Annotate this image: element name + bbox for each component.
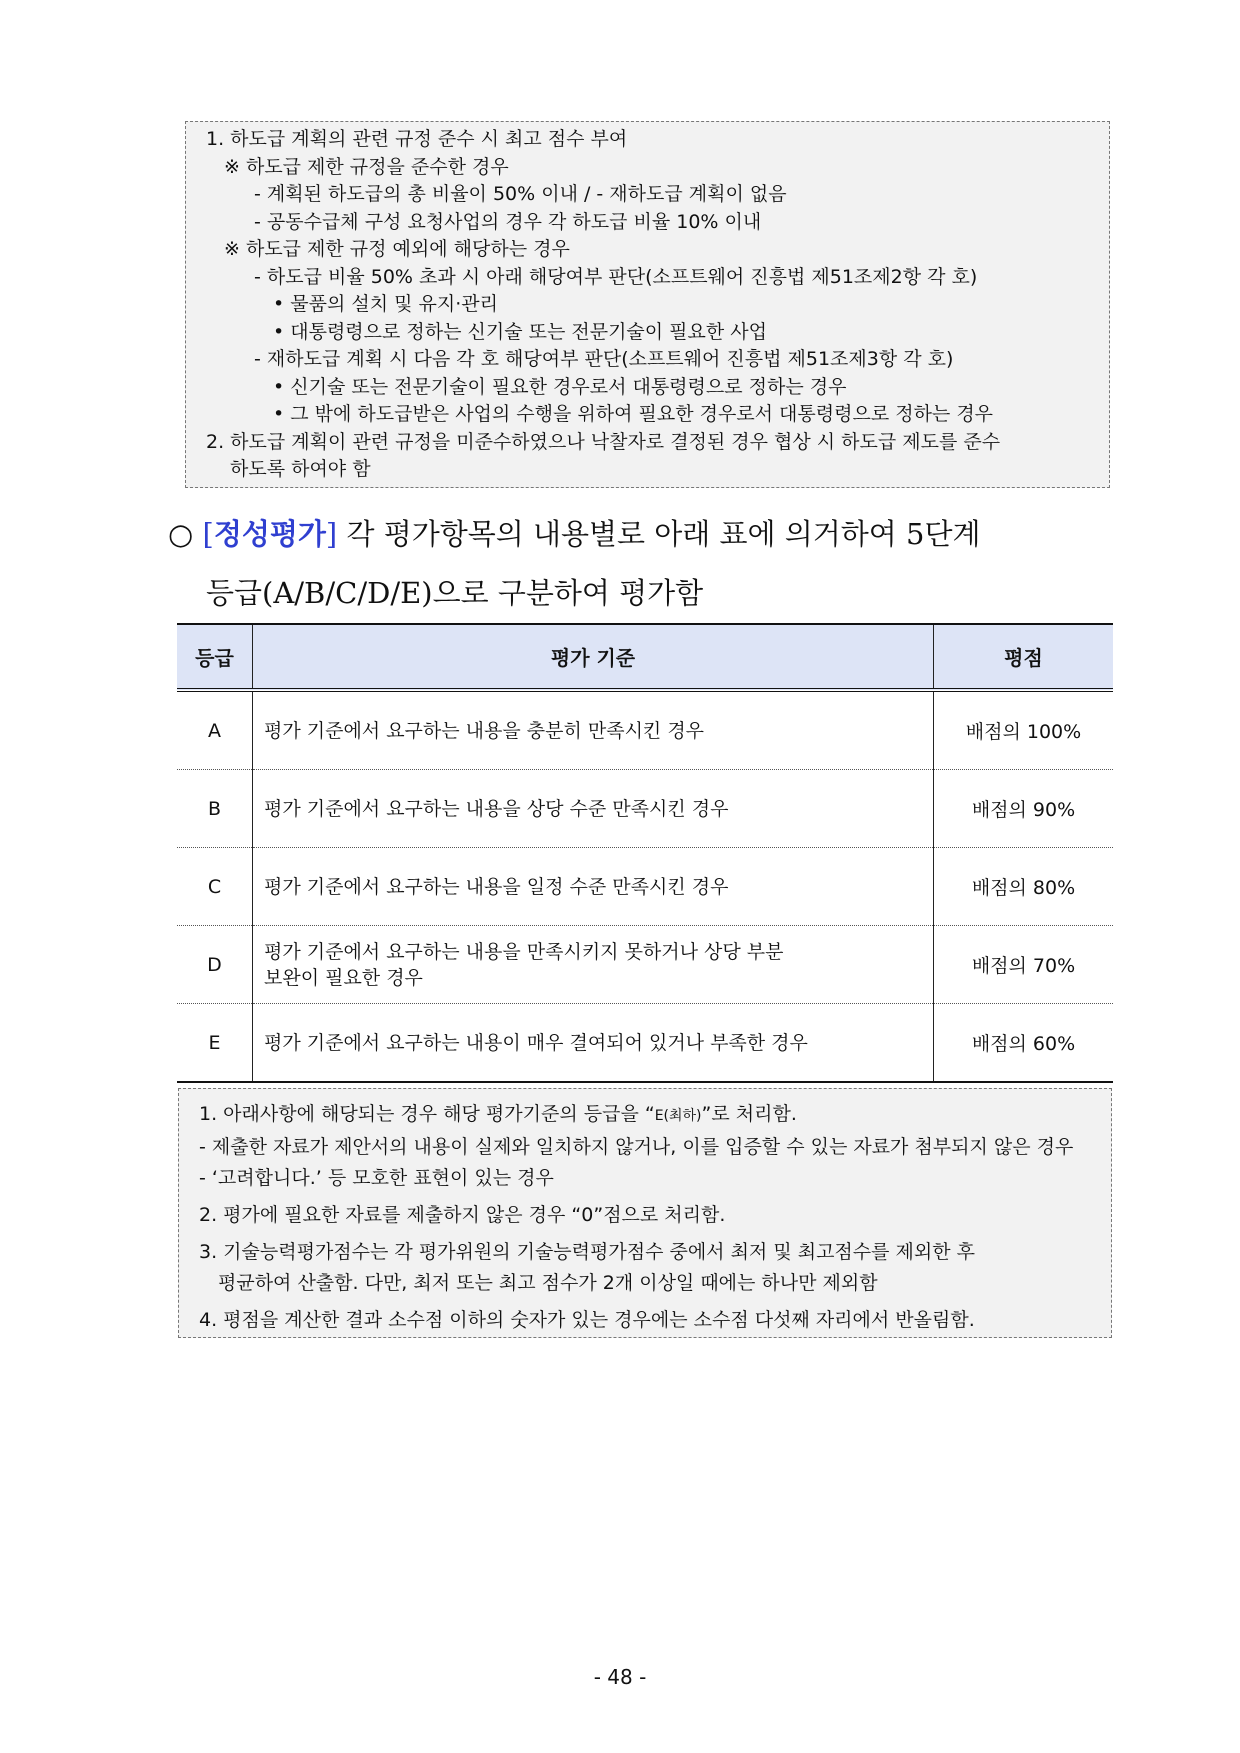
- note-line: • 물품의 설치 및 유지·관리: [273, 293, 498, 315]
- criteria-text-line2: 보완이 필요한 경우: [264, 966, 423, 989]
- note-line: - ‘고려합니다.’ 등 모호한 표현이 있는 경우: [199, 1167, 554, 1189]
- note-text: ”로 처리함.: [701, 1103, 797, 1125]
- score-cell: 배점의 100%: [934, 690, 1114, 770]
- score-cell: 배점의 80%: [934, 848, 1114, 926]
- score-cell: 배점의 60%: [934, 1004, 1114, 1083]
- criteria-cell: [253, 926, 934, 1004]
- grade-table: [177, 623, 1113, 1083]
- section-heading: [168, 505, 1113, 623]
- note-line: 3. 기술능력평가점수는 각 평가위원의 기술능력평가점수 중에서 최저 및 최고점수를 제외한 후: [199, 1241, 975, 1263]
- bracket-open: [: [202, 517, 214, 551]
- table-row: [177, 690, 1113, 770]
- criteria-cell: [253, 848, 934, 926]
- note-line: 2. 하도급 계획이 관련 규정을 미준수하였으나 낙찰자로 결정된 경우 협상 시 하도급 제도를 준수: [206, 430, 1001, 453]
- grade-cell: A: [177, 690, 253, 770]
- criteria-text: 평가 기준에서 요구하는 내용을 충분히 만족시킨 경우: [264, 719, 705, 742]
- grade-cell: D: [177, 926, 253, 1004]
- header-score: 평점: [934, 624, 1114, 690]
- criteria-text: 평가 기준에서 요구하는 내용을 일정 수준 만족시킨 경우: [264, 875, 729, 898]
- note-line: 하도록 하여야 함: [230, 458, 371, 480]
- note-line: - 제출한 자료가 제안서의 내용이 실제와 일치하지 않거나, 이를 입증할 수 있는 자료가 첨부되지 않은 경우: [199, 1136, 1074, 1158]
- note-line: - 공동수급체 구성 요청사업의 경우 각 하도급 비율 10% 이내: [254, 210, 762, 233]
- note-text: 1. 아래사항에 해당되는 경우 해당 평가기준의 등급을 “: [199, 1103, 655, 1125]
- note-line: ※ 하도급 제한 규정 예외에 해당하는 경우: [224, 238, 570, 260]
- note-small-text: E(최하): [654, 1108, 702, 1124]
- criteria-cell: [253, 690, 934, 770]
- note-line: 1. 하도급 계획의 관련 규정 준수 시 최고 점수 부여: [206, 128, 628, 150]
- criteria-text: 평가 기준에서 요구하는 내용을 만족시키지 못하거나 상당 부분: [264, 940, 784, 963]
- table-row: [177, 1004, 1113, 1083]
- grade-cell: B: [177, 770, 253, 848]
- criteria-text: 평가 기준에서 요구하는 내용을 상당 수준 만족시킨 경우: [264, 797, 729, 820]
- header-grade: 등급: [177, 624, 253, 690]
- heading-text-line2: 등급(A/B/C/D/E)으로 구분하여 평가함: [206, 576, 704, 610]
- score-cell: 배점의 70%: [934, 926, 1114, 1004]
- subcontract-note-box: [185, 121, 1110, 488]
- note-line: • 신기술 또는 전문기술이 필요한 경우로서 대통령령으로 정하는 경우: [273, 375, 847, 398]
- heading-text: 각 평가항목의 내용별로 아래 표에 의거하여 5단계: [337, 517, 981, 551]
- note-line: - 재하도급 계획 시 다음 각 호 해당여부 판단(소프트웨어 진흥법 제51조제3항 각 호): [254, 348, 954, 370]
- criteria-cell: [253, 1004, 934, 1083]
- table-row: [177, 926, 1113, 1004]
- bracket-close: ]: [325, 517, 338, 551]
- note-line: - 계획된 하도급의 총 비율이 50% 이내 / - 재하도급 계획이 없음: [254, 183, 787, 205]
- page-number: - 48 -: [593, 1665, 647, 1689]
- table-header-row: [177, 624, 1113, 690]
- note-line: • 대통령령으로 정하는 신기술 또는 전문기술이 필요한 사업: [273, 320, 767, 343]
- grade-cell: C: [177, 848, 253, 926]
- note-line: 4. 평점을 계산한 결과 소수점 이하의 숫자가 있는 경우에는 소수점 다섯째 자리에서 반올림함.: [199, 1309, 975, 1331]
- table-row: [177, 770, 1113, 848]
- grade-cell: E: [177, 1004, 253, 1083]
- note-line: • 그 밖에 하도급받은 사업의 수행을 위하여 필요한 경우로서 대통령령으로 정하는 경우: [273, 403, 994, 425]
- header-criteria: 평가 기준: [253, 624, 934, 690]
- note-line: - 하도급 비율 50% 초과 시 아래 해당여부 판단(소프트웨어 진흥법 제51조제2항 각 호): [254, 265, 978, 288]
- heading-keyword: 정성평가: [213, 517, 326, 551]
- evaluation-note-box: [178, 1088, 1112, 1338]
- note-line: 평균하여 산출함. 다만, 최저 또는 최고 점수가 2개 이상일 때에는 하나만 제외함: [218, 1272, 878, 1294]
- criteria-text: 평가 기준에서 요구하는 내용이 매우 결여되어 있거나 부족한 경우: [264, 1031, 808, 1054]
- note-line: [199, 1099, 1101, 1132]
- criteria-cell: [253, 770, 934, 848]
- note-line: ※ 하도급 제한 규정을 준수한 경우: [224, 155, 509, 178]
- table-row: [177, 848, 1113, 926]
- circle-bullet-icon: ○: [168, 517, 203, 551]
- note-line: 2. 평가에 필요한 자료를 제출하지 않은 경우 “0”점으로 처리함.: [199, 1204, 726, 1226]
- score-cell: 배점의 90%: [934, 770, 1114, 848]
